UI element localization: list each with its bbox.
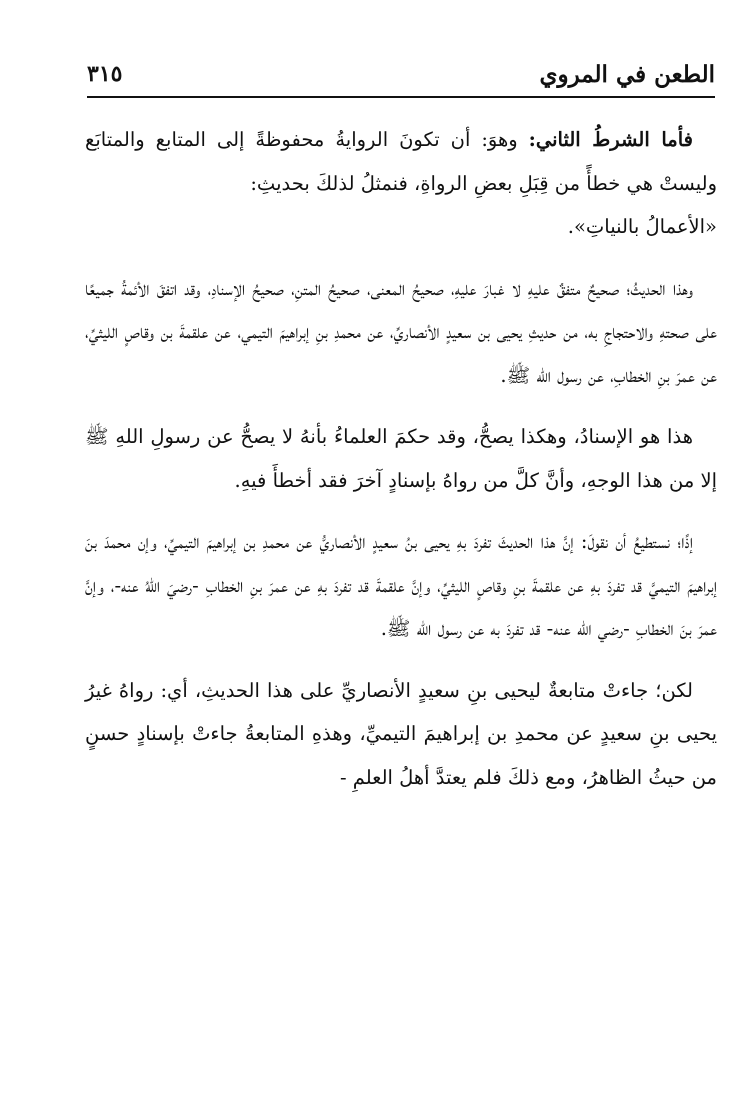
- page-header: [87, 56, 715, 92]
- paragraph-5: [85, 669, 717, 800]
- paragraph-4: [85, 520, 717, 651]
- paragraph-text: لكن؛ جاءتْ متابعةٌ ليحيى بنِ سعيدٍ الأنصاريِّ على هذا الحديثِ، أي: رواهُ غيرُ يحيى بنِ سعيدٍ عن محمدِ بن إبراهيمَ التيميِّ، وهذهِ المتابعةُ جاءتْ بإسنادٍ حسنٍ من حيثُ الظاهرُ، ومع ذلكَ فلم يعتدَّ أهلُ العلمِ -: [85, 678, 717, 789]
- page-number: ٣١٥: [87, 61, 123, 87]
- section-lead: فأما الشرطُ الثاني:: [528, 128, 693, 151]
- paragraph-3: [85, 415, 717, 502]
- page-body: [85, 118, 717, 799]
- hadith-quote: «الأعمالُ بالنياتِ».: [567, 215, 717, 238]
- paragraph-1: [85, 118, 717, 249]
- header-rule: [87, 96, 715, 98]
- running-title: الطعن في المروي: [539, 60, 715, 88]
- paragraph-text: هذا هو الإسنادُ، وهكذا يصحُّ، وقد حكمَ العلماءُ بأنهُ لا يصحُّ عن رسولِ اللهِ ﷺ إلا من هذا الوجهِ، وأنَّ كلَّ من رواهُ بإسنادٍ آخرَ فقد أخطأَ فيهِ.: [85, 425, 717, 492]
- paragraph-text: إذًا؛ نستطيعُ أن نقولَ: إنَّ هذا الحديثَ تفردَ بهِ يحيى بنُ سعيدٍ الأنصاريُّ عن محمدِ بن إبراهيمَ التيميِّ، وإن محمدَ بنَ إبراهيمَ التيميَّ قد تفردَ بهِ عن علقمةَ بنِ وقاصٍ الليثيِّ، وإنَّ علقمةَ قد تفردَ بهِ عن عمرَ بنِ الخطابِ -رضيَ اللهُ عنه-، وإنَّ عمرَ بنَ الخطابِ -رضي الله عنه- قد تفردَ به عن رسول الله ﷺ.: [85, 530, 717, 640]
- paragraph-text: وهوَ: أن تكونَ الروايةُ محفوظةً إلى المتابع والمتابَع وليستْ هي خطأً من قِبَلِ بعضِ الرواةِ، فنمثلُ لذلكَ بحديثِ:: [85, 128, 717, 195]
- paragraph-2: [85, 267, 717, 398]
- paragraph-text: وهذا الحديثُ؛ صحيحٌ متفقٌ عليهِ لا غبارَ عليهِ، صحيحُ المعنى، صحيحُ المتنِ، صحيحُ الإسنادِ، وقد اتفقَ الأئمةُ جميعًا على صحتهِ والاحتجاجِ به، من حديثِ يحيى بن سعيدٍ الأنصاريِّ، عن محمدِ بنِ إبراهيمَ التيمي، عن علقمةَ بن وقاصٍ الليثيِّ، عن عمرَ بنِ الخطابِ، عن رسول الله ﷺ.: [85, 276, 717, 387]
